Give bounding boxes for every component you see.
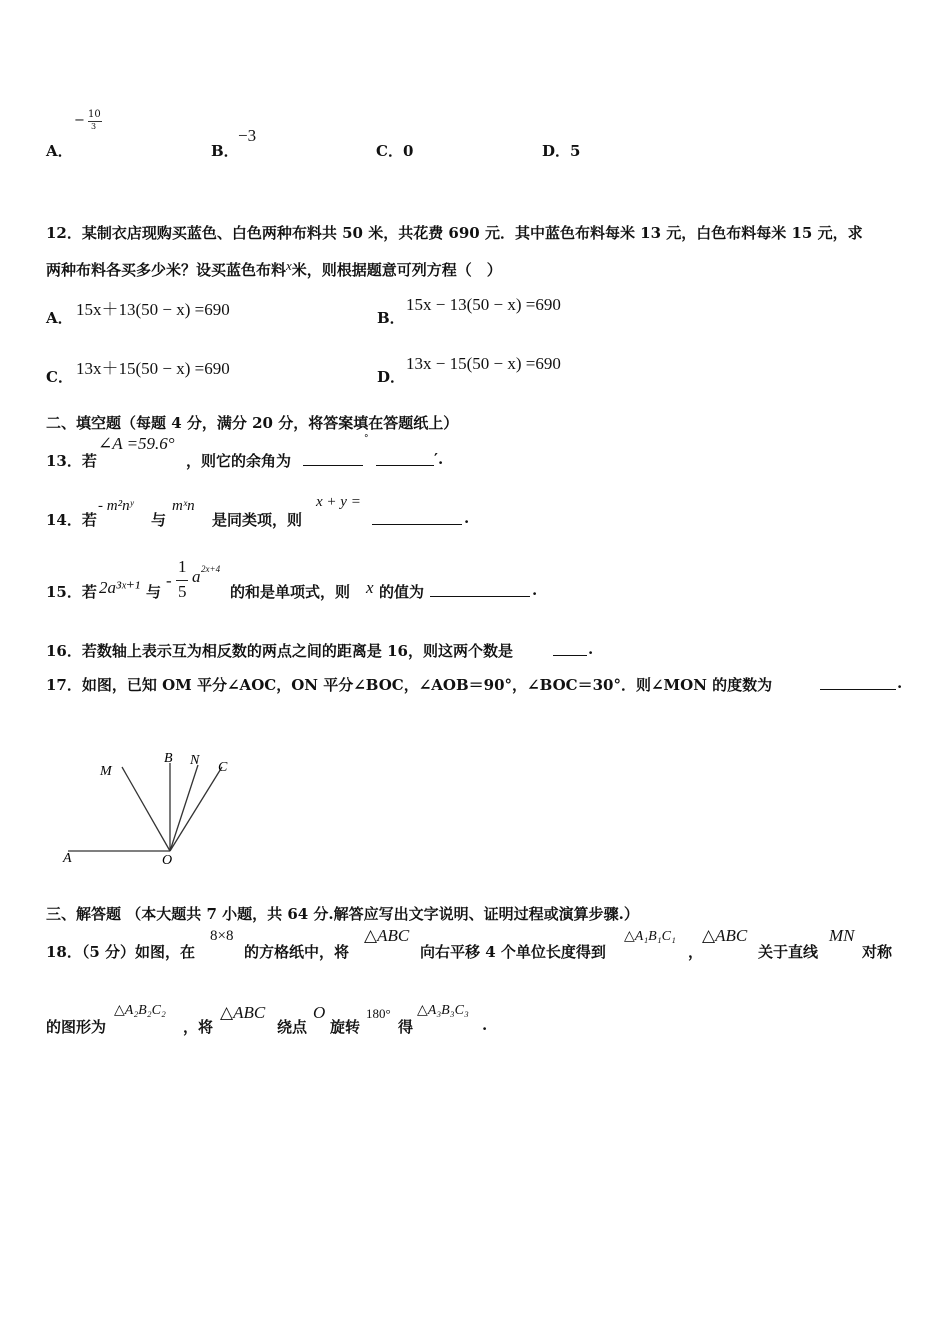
q15-suffix: 的值为: [379, 583, 425, 601]
q12-option-b-label: B．: [377, 309, 405, 327]
q15-middle-text: 的和是单项式，则: [230, 583, 351, 601]
q12-option-d-equation: 13x − 15(50 − x) =690: [406, 354, 561, 373]
ray-om: [122, 767, 170, 851]
q13-middle-text: ，则它的余角为: [186, 452, 292, 470]
q11-option-c: C．0: [376, 142, 414, 160]
q15-end: .: [532, 581, 538, 599]
q14-prefix: 14．若: [46, 511, 97, 529]
q13-suffix: ′.: [434, 450, 444, 468]
label-b: B: [164, 751, 173, 766]
q18-comma: ，: [688, 943, 704, 961]
q13-angle: ∠A =59.6°: [98, 434, 175, 453]
q16-answer-blank: [553, 641, 587, 656]
q18-point-o: O: [313, 1003, 326, 1022]
q18-triangle-abc-2: △ABC: [702, 926, 748, 945]
q12-option-c-label: C．: [46, 368, 73, 386]
q12-stem-text-a: 两种布料各买多少米？设买蓝色布料: [46, 261, 287, 279]
q18-triangle-abc-3: △ABC: [220, 1003, 266, 1022]
q18-text-6: 的图形为: [46, 1018, 107, 1036]
label-a: A: [63, 851, 72, 866]
label-c: C: [218, 760, 228, 775]
label-o: O: [162, 853, 173, 868]
q18-text-3: 向右平移 4 个单位长度得到: [420, 943, 606, 961]
q11-option-a-label: A．: [46, 142, 73, 160]
q16-end: .: [588, 640, 594, 658]
q11-option-b-value: −3: [238, 126, 257, 145]
q12-stem-line2: [46, 259, 502, 280]
q12-option-a-equation: 15x＋13(50 − x) =690: [76, 300, 230, 319]
q12-variable-x: x: [286, 258, 292, 273]
q18-end: .: [482, 1016, 488, 1034]
section-2-title: 二、填空题（每题 4 分，满分 20 分，将答案填在答题纸上）: [46, 414, 459, 432]
q12-stem-line1: 12．某制衣店现购买蓝色、白色两种布料共 50 米，共花费 690 元．其中蓝色布料每米 13 元，白色布料每米 15 元，求: [46, 224, 863, 242]
q12-stem-text-b: 米，则根据题意可列方程（ ）: [291, 261, 502, 279]
q12-option-d-label: D．: [377, 368, 406, 386]
q18-text-4: 关于直线: [758, 943, 819, 961]
q18-text-10: 得: [398, 1018, 414, 1036]
ray-oc: [170, 767, 222, 851]
q15-minus-sign: -: [166, 571, 172, 590]
q15-answer-blank: [430, 582, 530, 597]
q18-triangle-abc: △ABC: [364, 926, 410, 945]
angle-figure: [60, 745, 250, 870]
label-m: M: [100, 764, 112, 779]
q13-blank-minutes: [376, 451, 434, 466]
q15-fraction-denominator: 5: [178, 582, 187, 601]
q18-triangle-a2b2c2: △A₂B₂C₂: [114, 1003, 166, 1018]
q13-blank-degrees: [303, 451, 363, 466]
q15-term-1: 2a³ˣ⁺¹: [99, 578, 140, 597]
q18-text-7: ，将: [183, 1018, 214, 1036]
q17-end: .: [897, 674, 903, 692]
q15-variable: x: [366, 578, 374, 597]
q17-answer-blank: [820, 675, 896, 690]
q15-term-2-base: a: [192, 567, 201, 586]
q15-fraction-numerator: 1: [178, 557, 187, 576]
q18-triangle-a3b3c3: △A₃B₃C₃: [417, 1003, 469, 1018]
q12-option-c-equation: 13x＋15(50 − x) =690: [76, 359, 230, 378]
q11-option-a-den: 3: [91, 122, 97, 131]
q11-option-d: D．5: [542, 142, 581, 160]
q18-text-8: 绕点: [277, 1018, 308, 1036]
q15-term-2-exponent: 2x+4: [201, 564, 221, 574]
q12-option-b-equation: 15x − 13(50 − x) =690: [406, 295, 561, 314]
q18-grid-size: 8×8: [210, 928, 234, 944]
ray-on: [170, 765, 198, 851]
q18-line-mn: MN: [829, 926, 855, 945]
q12-option-a-label: A．: [46, 309, 73, 327]
q15-fraction-bar: [176, 580, 188, 581]
q18-text-2: 的方格纸中，将: [244, 943, 350, 961]
q14-end: .: [464, 509, 470, 527]
q14-middle-text: 是同类项，则: [212, 511, 303, 529]
q16-text: 16．若数轴上表示互为相反数的两点之间的距离是 16，则这两个数是: [46, 642, 513, 660]
q14-term-2: mˣn: [172, 498, 195, 514]
q17-text: 17．如图，已知 OM 平分∠AOC，ON 平分∠BOC，∠AOB＝90°，∠BOC＝30°．则∠MON 的度数为: [46, 676, 773, 694]
q18-text-5: 对称: [862, 943, 893, 961]
q18-text-1: 18．（5 分）如图，在: [46, 943, 196, 961]
q14-with: 与: [151, 511, 167, 529]
label-n: N: [190, 753, 200, 768]
q13-degree-mark: °: [364, 434, 369, 444]
section-3-title: 三、解答题 （本大题共 7 小题，共 64 分.解答应写出文字说明、证明过程或演算步骤.）: [46, 905, 639, 923]
q14-expression: x + y =: [316, 494, 361, 510]
q15-prefix: 15．若: [46, 583, 97, 601]
q13-prefix: 13．若: [46, 452, 97, 470]
q14-term-1: - m²nʸ: [98, 498, 134, 514]
q11-option-b-label: B．: [211, 142, 239, 160]
q18-angle-180: 180°: [366, 1006, 391, 1021]
q11-option-a-minus: −: [74, 113, 85, 128]
q18-text-9: 旋转: [330, 1018, 361, 1036]
q11-option-a-numerator: 10: [88, 109, 101, 120]
q18-triangle-a1b1c1: △A₁B₁C₁: [624, 929, 676, 944]
q14-answer-blank: [372, 510, 462, 525]
q15-with: 与: [146, 583, 162, 601]
